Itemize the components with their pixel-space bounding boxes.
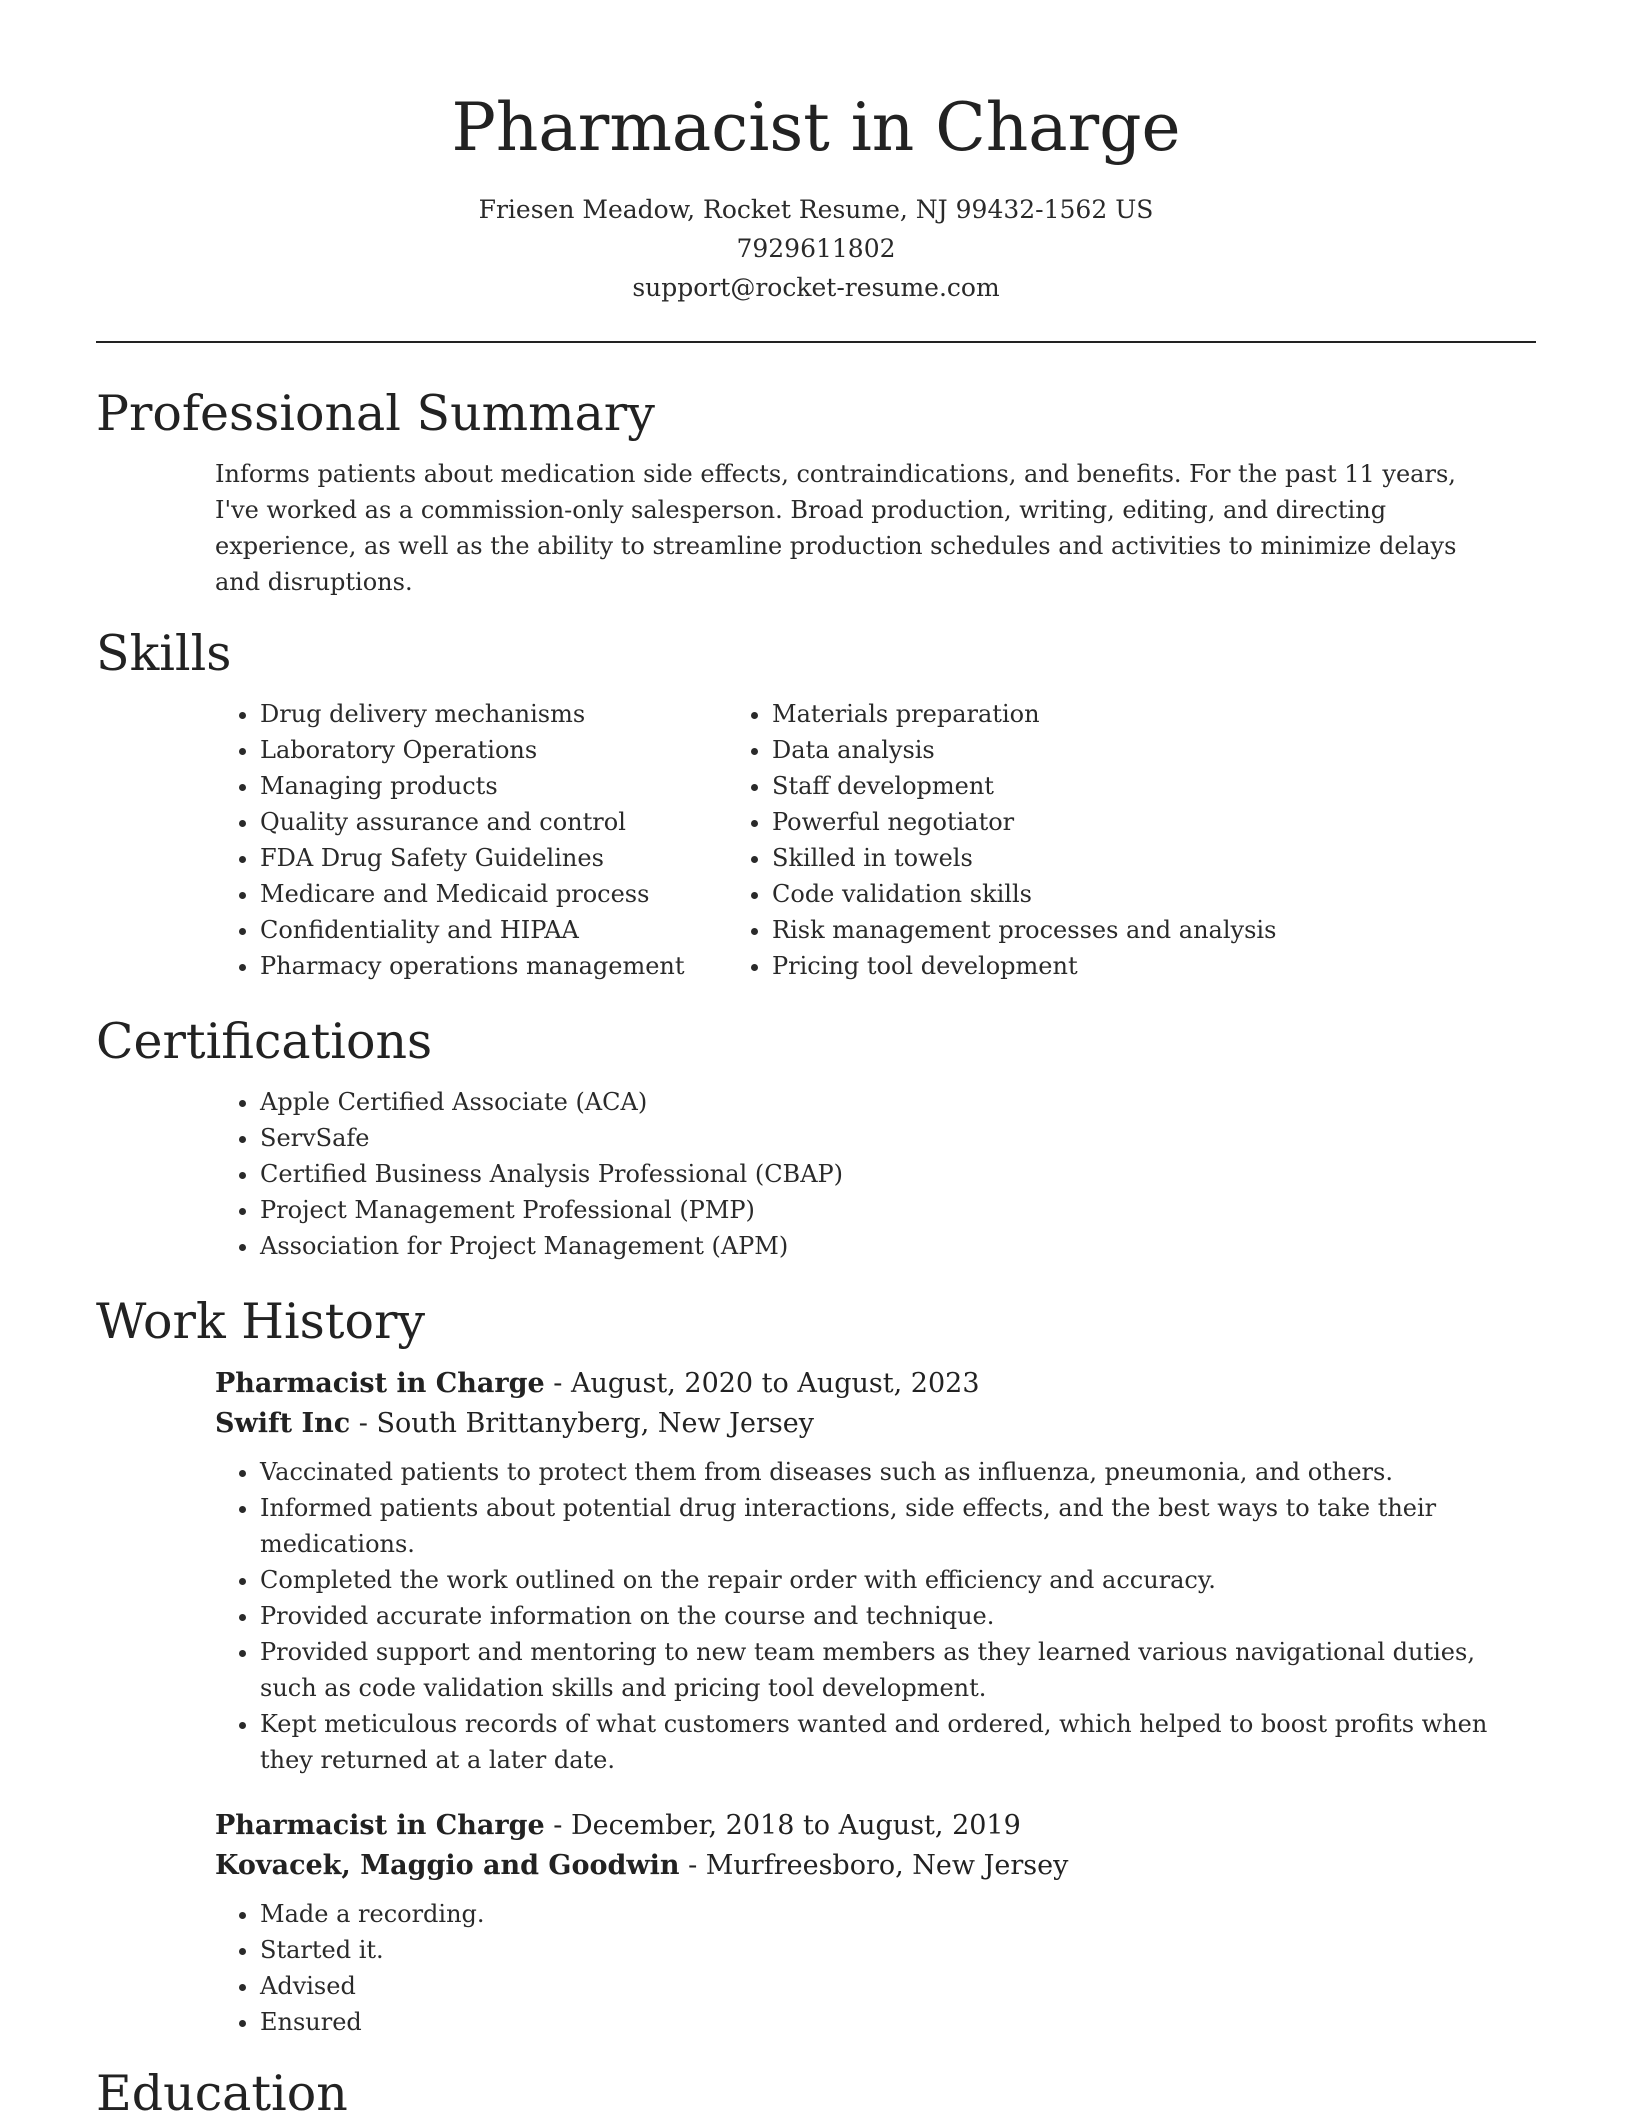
job-duty: • Informed patients about potential drug interactions, side effects, and the best ways to take their medications. (260, 1490, 1536, 1562)
contact-address: Friesen Meadow, Rocket Resume, NJ 99432-1562 US (478, 195, 1154, 224)
skill-item: • Staff development (772, 768, 1276, 804)
skills-column-right (746, 696, 1276, 984)
summary-text: Informs patients about medication side effects, contraindications, and benefits. For the past 11 years, I've worked as a commission-only salesperson. Broad production, writing, editing, and directing experience, as well as the ability to streamline production schedules and activities to minimize delays and disruptions. (215, 460, 1457, 596)
job-role: Pharmacist in Charge (215, 1810, 545, 1841)
summary-section (96, 378, 1536, 600)
candidate-name: Pharmacist in Charge (451, 89, 1181, 166)
skill-item: • Powerful negotiator (772, 804, 1276, 840)
job-duties-list (215, 1454, 1536, 1778)
job-company: Swift Inc (215, 1408, 351, 1439)
skill-item: • Medicare and Medicaid process (260, 876, 746, 912)
job-duty: • Kept meticulous records of what customers wanted and ordered, which helped to boost profits when they returned at a later date. (260, 1706, 1536, 1778)
skills-title: Skills (96, 625, 232, 682)
job-title-line (215, 1364, 1536, 1404)
job-company-line (215, 1404, 1536, 1444)
certification-item: • Certified Business Analysis Professional (CBAP) (260, 1156, 1536, 1192)
skill-item: • FDA Drug Safety Guidelines (260, 840, 746, 876)
certification-item: • ServSafe (260, 1120, 1536, 1156)
job-duty: • Provided accurate information on the course and technique. (260, 1598, 1536, 1634)
skill-item: • Code validation skills (772, 876, 1276, 912)
work-history-title: Work History (96, 1293, 426, 1350)
job-duty: • Provided support and mentoring to new team members as they learned various navigational duties, such as code validation skills and pricing tool development. (260, 1634, 1536, 1706)
skills-list-right (746, 696, 1276, 984)
certification-item: • Apple Certified Associate (ACA) (260, 1084, 1536, 1120)
skills-section (96, 618, 1536, 984)
skill-item: • Data analysis (772, 732, 1276, 768)
skill-item: • Drug delivery mechanisms (260, 696, 746, 732)
contact-block (0, 190, 1632, 307)
skills-list-left (96, 696, 746, 984)
resume-body (96, 378, 1536, 2112)
job-duty: • Vaccinated patients to protect them from diseases such as influenza, pneumonia, and others. (260, 1454, 1536, 1490)
skills-column-left (96, 696, 746, 984)
job-dates: - August, 2020 to August, 2023 (544, 1368, 980, 1399)
job-company-line (215, 1846, 1536, 1886)
certifications-title: Certifications (96, 1013, 433, 1070)
resume-header (0, 0, 1632, 307)
education-title: Education (96, 2065, 348, 2112)
job-duties-list (215, 1896, 1536, 2040)
skill-item: • Pricing tool development (772, 948, 1276, 984)
skill-item: • Managing products (260, 768, 746, 804)
work-history-section (96, 1286, 1536, 2040)
skill-item: • Confidentiality and HIPAA (260, 912, 746, 948)
job-duty: • Ensured (260, 2004, 1536, 2040)
job-duty: • Advised (260, 1968, 1536, 2004)
job-entry (215, 1364, 1536, 1778)
skill-item: • Quality assurance and control (260, 804, 746, 840)
job-entry (215, 1806, 1536, 2040)
header-divider (96, 341, 1536, 343)
summary-title: Professional Summary (96, 385, 655, 442)
certification-item: • Association for Project Management (APM) (260, 1228, 1536, 1264)
skill-item: • Pharmacy operations management (260, 948, 746, 984)
job-duty: • Started it. (260, 1932, 1536, 1968)
certifications-list (96, 1084, 1536, 1264)
skills-columns (96, 696, 1536, 984)
job-duty: • Completed the work outlined on the repair order with efficiency and accuracy. (260, 1562, 1536, 1598)
job-role: Pharmacist in Charge (215, 1368, 545, 1399)
certifications-section (96, 1006, 1536, 1264)
skill-item: • Materials preparation (772, 696, 1276, 732)
job-dates: - December, 2018 to August, 2019 (544, 1810, 1021, 1841)
certification-item: • Project Management Professional (PMP) (260, 1192, 1536, 1228)
skill-item: • Skilled in towels (772, 840, 1276, 876)
job-company: Kovacek, Maggio and Goodwin (215, 1850, 680, 1881)
contact-email: support@rocket-resume.com (632, 273, 1000, 302)
job-location: - Murfreesboro, New Jersey (679, 1850, 1069, 1881)
job-location: - South Brittanyberg, New Jersey (350, 1408, 814, 1439)
job-duty: • Made a recording. (260, 1896, 1536, 1932)
skill-item: • Risk management processes and analysis (772, 912, 1276, 948)
contact-phone: 7929611802 (736, 234, 896, 263)
job-title-line (215, 1806, 1536, 1846)
education-section (96, 2058, 1536, 2112)
skill-item: • Laboratory Operations (260, 732, 746, 768)
